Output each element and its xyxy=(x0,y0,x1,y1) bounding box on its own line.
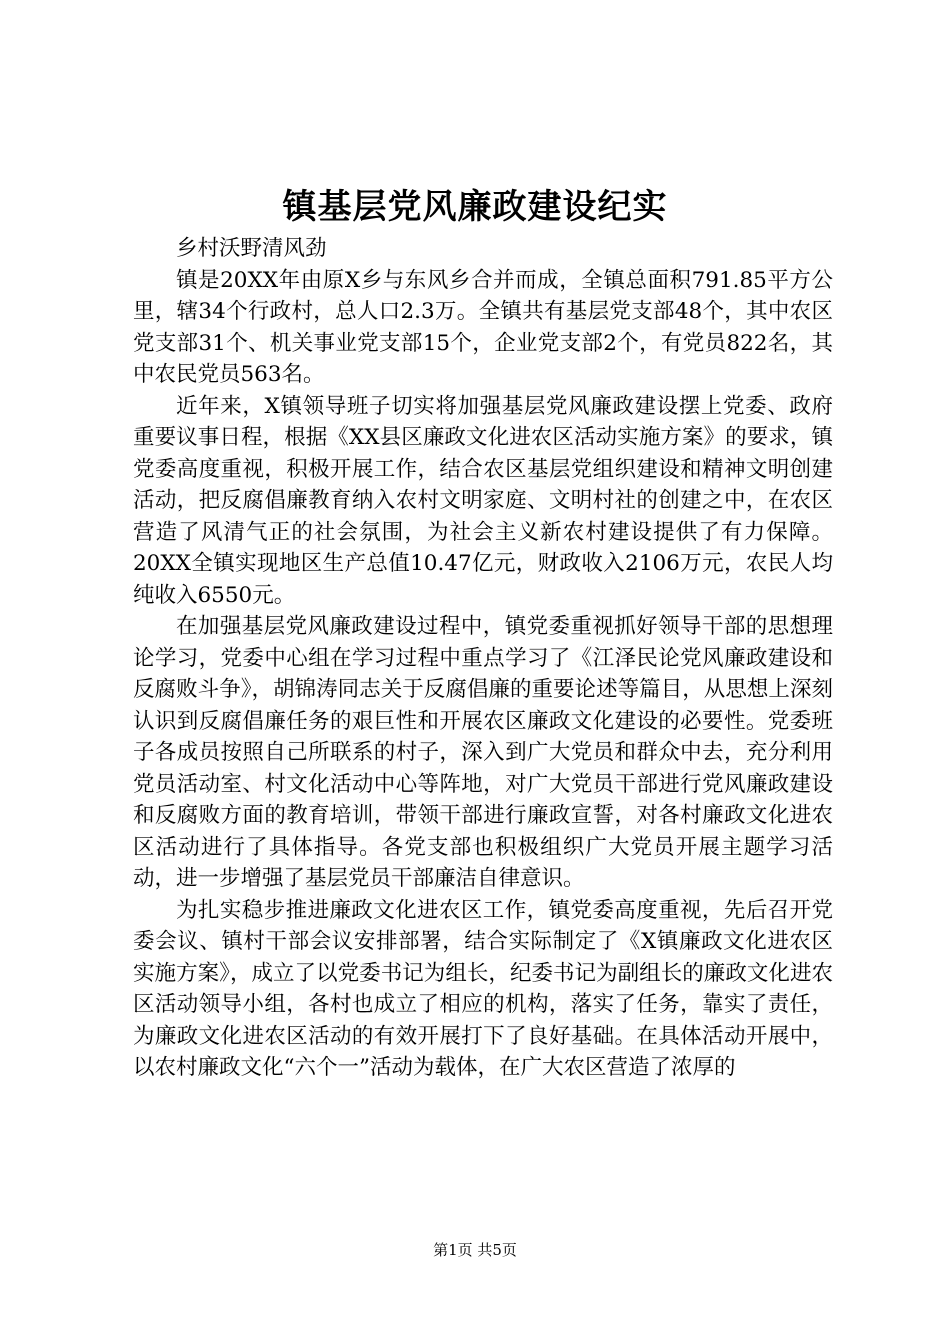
paragraph: 镇是20XX年由原X乡与东风乡合并而成，全镇总面积791.85平方公里，辖34个行政村，总人口2.3万。全镇共有基层党支部48个，其中农区党支部31个、机关事业党支部15个，企业党支部2个，有党员822名，其中农民党员563名。 xyxy=(133,267,833,387)
document-title: 镇基层党风廉政建设纪实 xyxy=(282,187,668,227)
page-number-footer: 第1页 共5页 xyxy=(433,1241,517,1259)
document-body xyxy=(133,233,833,1084)
paragraph: 在加强基层党风廉政建设过程中，镇党委重视抓好领导干部的思想理论学习，党委中心组在学习过程中重点学习了《江泽民论党风廉政建设和反腐败斗争》，胡锦涛同志关于反腐倡廉的重要论述等篇目，从思想上深刻认识到反腐倡廉任务的艰巨性和开展农区廉政文化建设的必要性。党委班子各成员按照自己所联系的村子，深入到广大党员和群众中去，充分利用党员活动室、村文化活动中心等阵地，对广大党员干部进行党风廉政建设和反腐败方面的教育培训，带领干部进行廉政宣誓，对各村廉政文化进农区活动进行了具体指导。各党支部也积极组织广大党员开展主题学习活动，进一步增强了基层党员干部廉洁自律意识。 xyxy=(133,614,833,891)
document-subtitle: 乡村沃野清风劲 xyxy=(176,236,327,261)
paragraph: 近年来，X镇领导班子切实将加强基层党风廉政建设摆上党委、政府重要议事日程，根据《XX县区廉政文化进农区活动实施方案》的要求，镇党委高度重视，积极开展工作，结合农区基层党组织建设和精神文明创建活动，把反腐倡廉教育纳入农村文明家庭、文明村社的创建之中，在农区营造了风清气正的社会氛围，为社会主义新农村建设提供了有力保障。20XX全镇实现地区生产总值10.47亿元，财政收入2106万元，农民人均纯收入6550元。 xyxy=(133,393,833,608)
paragraph: 为扎实稳步推进廉政文化进农区工作，镇党委高度重视，先后召开党委会议、镇村干部会议安排部署，结合实际制定了《X镇廉政文化进农区实施方案》，成立了以党委书记为组长，纪委书记为副组长的廉政文化进农区活动领导小组，各村也成立了相应的机构，落实了任务，靠实了责任，为廉政文化进农区活动的有效开展打下了良好基础。在具体活动开展中，以农村廉政文化“六个一”活动为载体，在广大农区营造了浓厚的 xyxy=(133,897,833,1080)
